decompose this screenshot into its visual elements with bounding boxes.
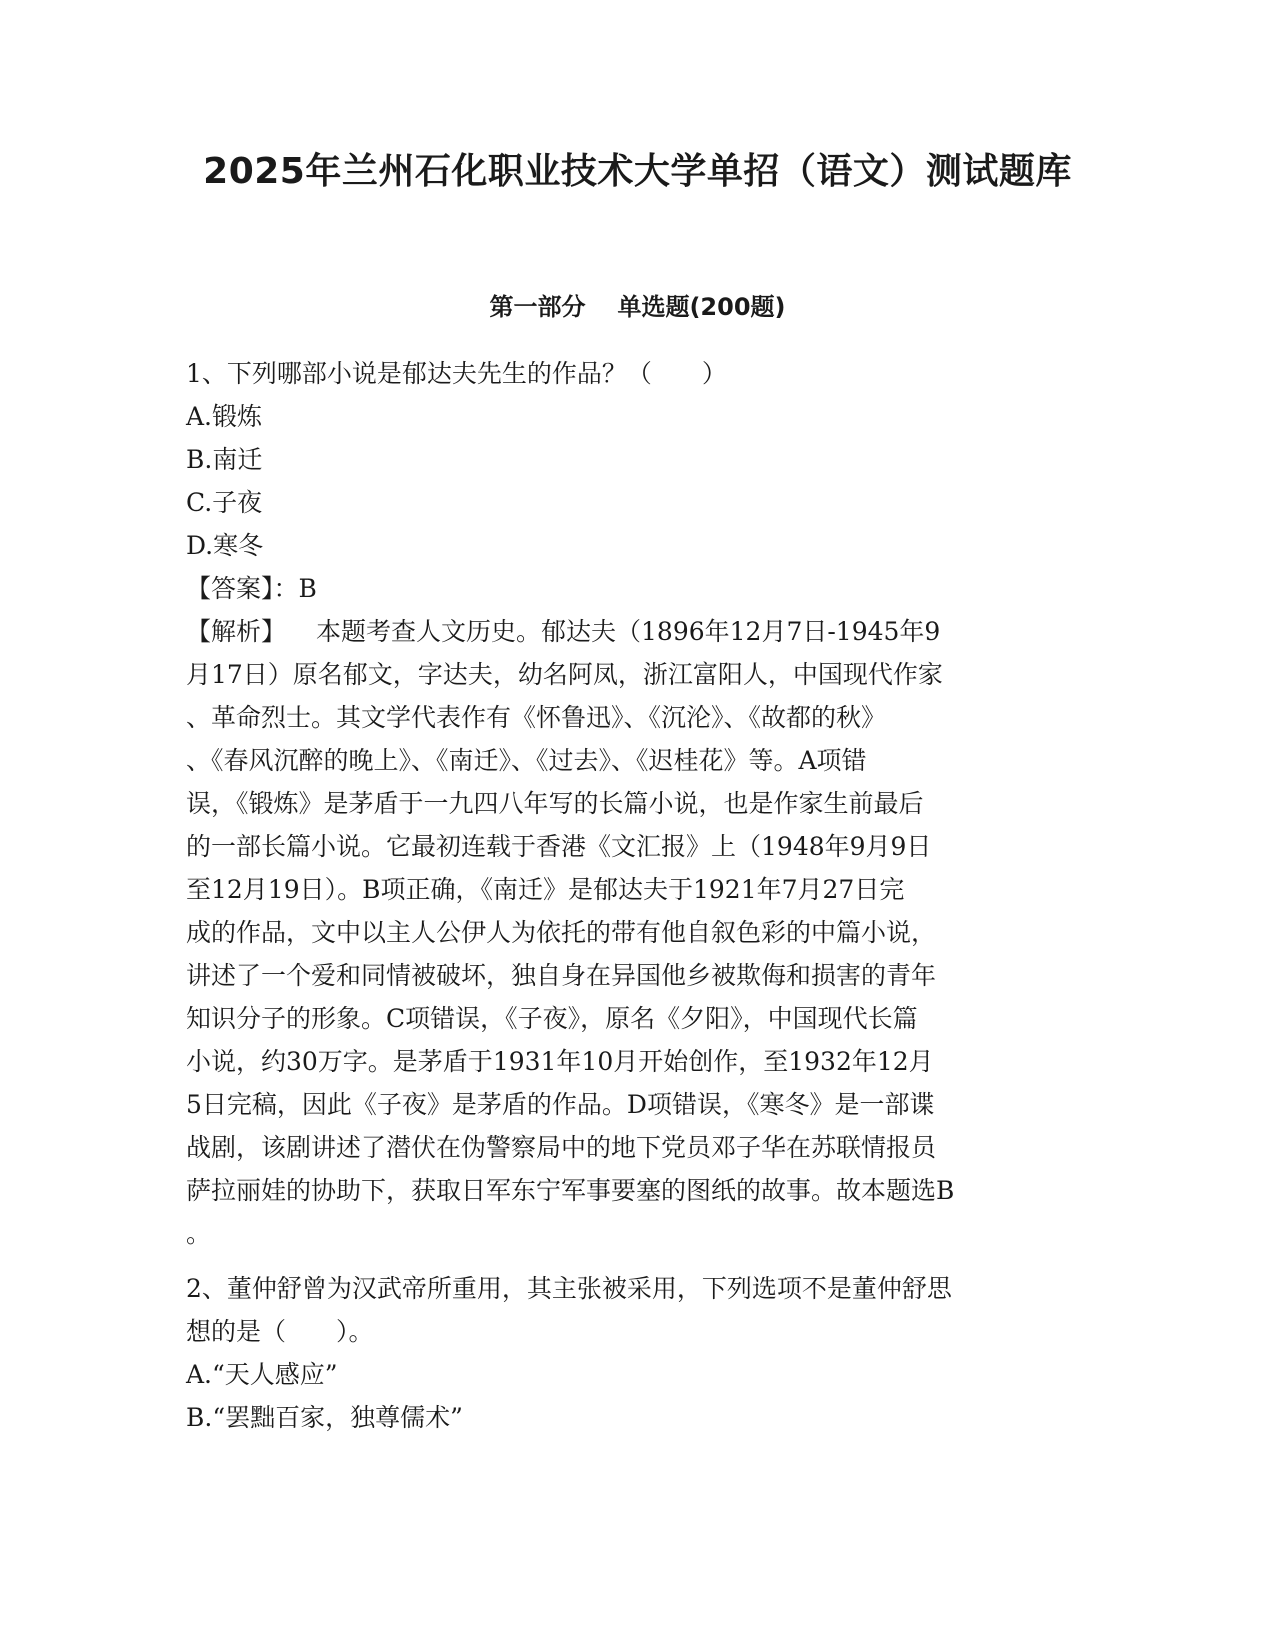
option-c: C.子夜 bbox=[186, 488, 263, 517]
analysis-label: 【解析】 bbox=[186, 617, 287, 646]
option-a: A.“天人感应” bbox=[186, 1360, 338, 1389]
analysis-line: 小说，约30万字。是茅盾于1931年10月开始创作，至1932年12月 bbox=[186, 1047, 934, 1076]
analysis-line: 知识分子的形象。C项错误，《子夜》，原名《夕阳》，中国现代长篇 bbox=[186, 1004, 918, 1033]
option-b: B.南迁 bbox=[186, 445, 263, 474]
question-stem: 想的是（ ）。 bbox=[186, 1317, 374, 1346]
answer-label: 【答案】： bbox=[186, 574, 299, 603]
analysis-line: 战剧，该剧讲述了潜伏在伪警察局中的地下党员邓子华在苏联情报员 bbox=[186, 1133, 937, 1162]
analysis-line: 讲述了一个爱和同情被破坏，独自身在异国他乡被欺侮和损害的青年 bbox=[186, 961, 937, 990]
answer-value: B bbox=[298, 574, 317, 603]
analysis-line bbox=[186, 610, 1086, 653]
analysis-line: 5日完稿，因此《子夜》是茅盾的作品。D项错误，《寒冬》是一部谍 bbox=[186, 1090, 935, 1119]
analysis-line: 月17日）原名郁文，字达夫，幼名阿凤，浙江富阳人，中国现代作家 bbox=[186, 660, 943, 689]
section-name: 单选题(200题) bbox=[617, 293, 786, 321]
question-2 bbox=[186, 1267, 1086, 1439]
question-stem: 1、下列哪部小说是郁达夫先生的作品？（ ） bbox=[186, 359, 727, 388]
analysis-line: 、革命烈士。其文学代表作有《怀鲁迅》、《沉沦》、《故都的秋》 bbox=[186, 703, 887, 732]
question-stem: 2、董仲舒曾为汉武帝所重用，其主张被采用，下列选项不是董仲舒思 bbox=[186, 1274, 952, 1303]
question-list bbox=[186, 352, 1086, 1439]
document-title: 2025年兰州石化职业技术大学单招（语文）测试题库 bbox=[203, 151, 1072, 192]
analysis-line: 、《春风沉醉的晚上》、《南迁》、《过去》、《迟桂花》等。A项错 bbox=[186, 746, 867, 775]
option-b: B.“罢黜百家，独尊儒术” bbox=[186, 1403, 463, 1432]
analysis-line: 成的作品，文中以主人公伊人为依托的带有他自叙色彩的中篇小说， bbox=[186, 918, 937, 947]
section-title bbox=[0, 290, 1275, 324]
answer-line bbox=[186, 567, 1086, 610]
option-a: A.锻炼 bbox=[186, 402, 263, 431]
analysis-text: 本题考查人文历史。郁达夫（1896年12月7日-1945年9 bbox=[316, 617, 941, 646]
analysis-line: 萨拉丽娃的协助下，获取日军东宁军事要塞的图纸的故事。故本题选B bbox=[186, 1176, 955, 1205]
analysis-line: 至12月19日）。B项正确，《南迁》是郁达夫于1921年7月27日完 bbox=[186, 875, 905, 904]
option-d: D.寒冬 bbox=[186, 531, 264, 560]
question-1 bbox=[186, 352, 1086, 1255]
analysis-line: 的一部长篇小说。它最初连载于香港《文汇报》上（1948年9月9日 bbox=[186, 832, 932, 861]
analysis-line: 误，《锻炼》是茅盾于一九四八年写的长篇小说，也是作家生前最后 bbox=[186, 789, 924, 818]
section-part: 第一部分 bbox=[489, 293, 586, 321]
analysis-line: 。 bbox=[186, 1219, 212, 1248]
